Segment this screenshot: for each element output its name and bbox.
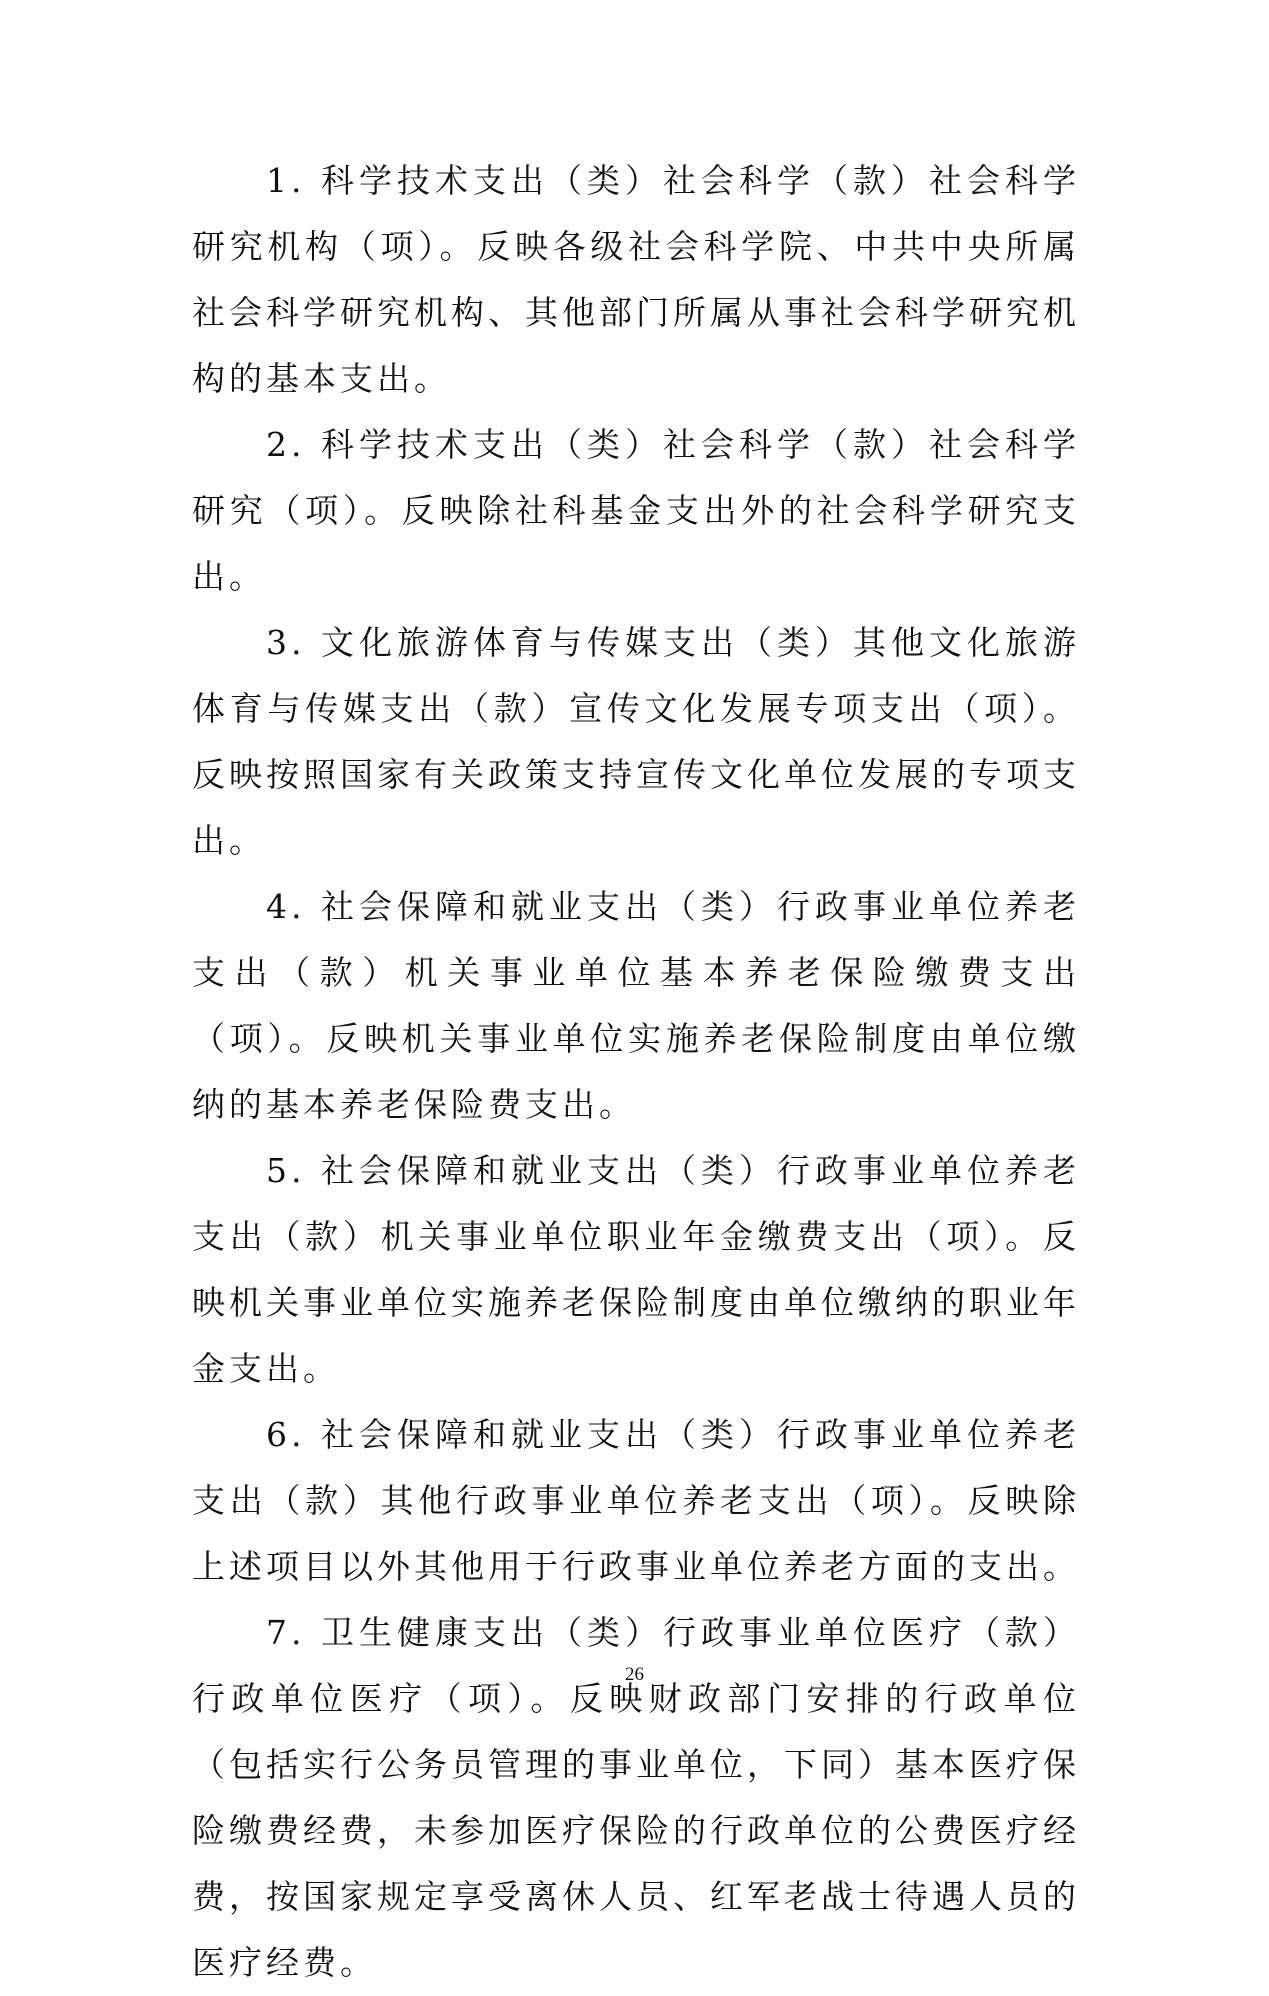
paragraph-2: 2. 科学技术支出（类）社会科学（款）社会科学研究（项）。反映除社科基金支出外的社会科学研究支出。 — [192, 425, 1080, 596]
paragraph-7: 7. 卫生健康支出（类）行政事业单位医疗（款）行政单位医疗（项）。反映财政部门安排的行政单位（包括实行公务员管理的事业单位，下同）基本医疗保险缴费经费，未参加医疗保险的行政单位的公费医疗经费，按国家规定享受离休人员、红军老战士待遇人员的医疗经费。 — [192, 1613, 1080, 1982]
paragraph-5: 5. 社会保障和就业支出（类）行政事业单位养老支出（款）机关事业单位职业年金缴费支出（项）。反映机关事业单位实施养老保险制度由单位缴纳的职业年金支出。 — [192, 1151, 1080, 1388]
paragraph-6: 6. 社会保障和就业支出（类）行政事业单位养老支出（款）其他行政事业单位养老支出（项）。反映除上述项目以外其他用于行政事业单位养老方面的支出。 — [192, 1415, 1080, 1586]
paragraph-4: 4. 社会保障和就业支出（类）行政事业单位养老支出（款）机关事业单位基本养老保险缴费支出（项）。反映机关事业单位实施养老保险制度由单位缴纳的基本养老保险费支出。 — [192, 887, 1080, 1124]
body-text — [192, 148, 1080, 1996]
page-number: 26 — [625, 1664, 644, 1685]
paragraph-1: 1. 科学技术支出（类）社会科学（款）社会科学研究机构（项）。反映各级社会科学院、中共中央所属社会科学研究机构、其他部门所属从事社会科学研究机构的基本支出。 — [192, 161, 1080, 398]
paragraph-3: 3. 文化旅游体育与传媒支出（类）其他文化旅游体育与传媒支出（款）宣传文化发展专项支出（项）。反映按照国家有关政策支持宣传文化单位发展的专项支出。 — [192, 623, 1080, 860]
